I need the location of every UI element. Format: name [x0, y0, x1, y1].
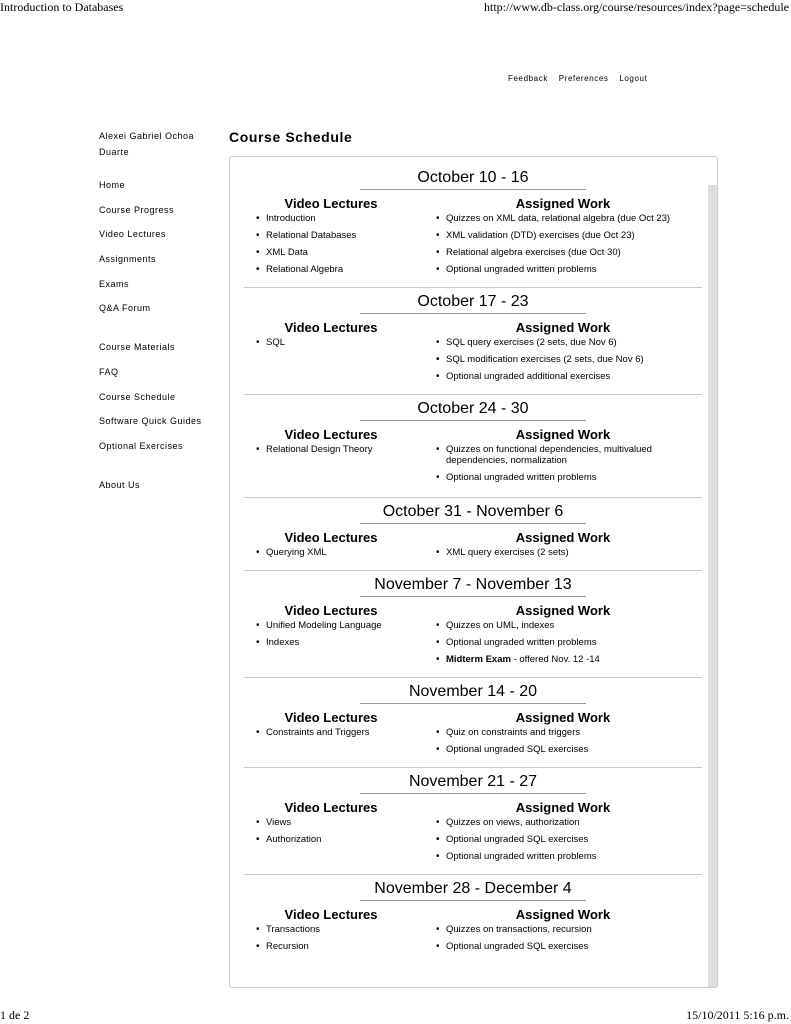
assigned-work-heading: Assigned Work: [515, 603, 611, 618]
print-datetime: 15/10/2011 5:16 p.m.: [686, 1008, 789, 1022]
assigned-work-column: [436, 603, 706, 665]
sidebar-item-faq[interactable]: FAQ: [99, 366, 119, 377]
sidebar-item-about-us[interactable]: About Us: [99, 479, 141, 490]
video-lecture-item: • Unified Modeling Language: [256, 620, 426, 631]
week-block: [244, 163, 702, 288]
video-lectures-heading: Video Lectures: [284, 196, 378, 211]
week-block: [244, 497, 702, 571]
week-title: November 14 - 20: [408, 683, 538, 700]
week-block: [244, 394, 702, 498]
assigned-work-column: [436, 710, 706, 755]
assigned-work-heading: Assigned Work: [515, 907, 611, 922]
assigned-work-item: • SQL modification exercises (2 sets, due Nov 6): [436, 354, 706, 365]
video-lecture-item: • Relational Databases: [256, 230, 426, 241]
assigned-work-item: • Quiz on constraints and triggers: [436, 727, 706, 738]
print-title: Introduction to Databases: [0, 0, 124, 14]
assigned-work-item: • Optional ungraded additional exercises: [436, 371, 706, 382]
week-block: [244, 677, 702, 768]
print-page-number: 1 de 2: [0, 1008, 30, 1022]
week-block: [244, 570, 702, 678]
week-title: November 7 - November 13: [374, 576, 572, 593]
assigned-work-heading: Assigned Work: [515, 196, 611, 211]
week-title: October 17 - 23: [417, 293, 529, 310]
week-title: October 24 - 30: [417, 400, 529, 417]
week-title-underline: [360, 523, 586, 524]
video-lecture-item: • Transactions: [256, 924, 426, 935]
page-title: Course Schedule: [229, 129, 353, 145]
video-lectures-column: [256, 710, 426, 738]
video-lectures-column: [256, 427, 426, 455]
assigned-work-column: [436, 196, 706, 275]
video-lectures-heading: Video Lectures: [284, 710, 378, 725]
video-lecture-item: • Views: [256, 817, 426, 828]
assigned-work-item: • Relational algebra exercises (due Oct 30): [436, 247, 706, 258]
video-lecture-item: • Authorization: [256, 834, 426, 845]
video-lectures-column: [256, 320, 426, 348]
sidebar-item-software-quick-guides[interactable]: Software Quick Guides: [99, 416, 202, 427]
video-lectures-column: [256, 196, 426, 275]
video-lecture-item: • Indexes: [256, 637, 426, 648]
sidebar-item-exams[interactable]: Exams: [99, 278, 130, 289]
sidebar-item-optional-exercises[interactable]: Optional Exercises: [99, 440, 184, 451]
assigned-work-column: [436, 320, 706, 382]
video-lecture-item: • Constraints and Triggers: [256, 727, 426, 738]
midterm-exam-label: Midterm Exam: [446, 654, 511, 665]
assigned-work-item: • Optional ungraded written problems: [436, 851, 706, 862]
print-header: [0, 0, 791, 16]
assigned-work-column: [436, 907, 706, 952]
video-lecture-item: • Recursion: [256, 941, 426, 952]
video-lectures-heading: Video Lectures: [284, 427, 378, 442]
preferences-link[interactable]: Preferences: [558, 74, 609, 83]
video-lectures-column: [256, 530, 426, 558]
sidebar-item-course-schedule[interactable]: Course Schedule: [99, 391, 176, 402]
sidebar-divider: [99, 327, 219, 341]
sidebar-item-qa-forum[interactable]: Q&A Forum: [99, 303, 151, 314]
assigned-work-heading: Assigned Work: [515, 530, 611, 545]
sidebar-item-video-lectures[interactable]: Video Lectures: [99, 229, 166, 240]
sidebar-item-home[interactable]: Home: [99, 180, 126, 190]
assigned-work-item: • SQL query exercises (2 sets, due Nov 6): [436, 337, 706, 348]
print-footer: [0, 1008, 791, 1024]
assigned-work-item: • Optional ungraded SQL exercises: [436, 941, 706, 952]
video-lectures-column: [256, 907, 426, 952]
assigned-work-item: • Quizzes on transactions, recursion: [436, 924, 706, 935]
assigned-work-item: • Optional ungraded SQL exercises: [436, 834, 706, 845]
week-block: [244, 767, 702, 875]
sidebar-group-resources: [99, 341, 219, 464]
assigned-work-column: [436, 800, 706, 862]
midterm-exam-dates: - offered Nov. 12 -14: [513, 654, 600, 665]
assigned-work-column: [436, 427, 706, 483]
assigned-work-column: [436, 530, 706, 558]
assigned-work-item: • Quizzes on views, authorization: [436, 817, 706, 828]
sidebar-item-course-materials[interactable]: Course Materials: [99, 342, 176, 353]
week-title: November 28 - December 4: [374, 880, 572, 897]
week-title-underline: [360, 596, 586, 597]
user-name: Alexei Gabriel Ochoa Duarte: [99, 131, 195, 157]
sidebar-item-course-progress[interactable]: Course Progress: [99, 204, 175, 215]
sidebar: [99, 128, 219, 503]
week-title: October 10 - 16: [417, 169, 529, 186]
week-title-underline: [360, 703, 586, 704]
assigned-work-item: • XML query exercises (2 sets): [436, 547, 706, 558]
top-nav: [508, 74, 655, 83]
week-title-underline: [360, 189, 586, 190]
assigned-work-item: • Quizzes on XML data, relational algebra (due Oct 23): [436, 213, 706, 224]
video-lecture-item: • Relational Design Theory: [256, 444, 426, 455]
video-lecture-item: • XML Data: [256, 247, 426, 258]
schedule-panel: [229, 156, 718, 988]
week-block: [244, 874, 702, 976]
sidebar-item-assignments[interactable]: Assignments: [99, 254, 157, 265]
video-lectures-heading: Video Lectures: [284, 530, 378, 545]
sidebar-divider: [99, 465, 219, 479]
video-lectures-heading: Video Lectures: [284, 320, 378, 335]
video-lectures-heading: Video Lectures: [284, 800, 378, 815]
video-lecture-item: • Querying XML: [256, 547, 426, 558]
video-lectures-column: [256, 800, 426, 845]
assigned-work-item: • Optional ungraded written problems: [436, 637, 706, 648]
assigned-work-item: • Optional ungraded SQL exercises: [436, 744, 706, 755]
assigned-work-item: • XML validation (DTD) exercises (due Oct 23): [436, 230, 706, 241]
week-title: October 31 - November 6: [382, 503, 564, 520]
scrollbar[interactable]: [708, 185, 717, 987]
week-title-underline: [360, 313, 586, 314]
sidebar-group-main: [99, 179, 219, 327]
assigned-work-item: • Optional ungraded written problems: [436, 264, 706, 275]
week-title-underline: [360, 793, 586, 794]
sidebar-group-about: [99, 479, 219, 504]
video-lecture-item: • SQL: [256, 337, 426, 348]
logout-link[interactable]: Logout: [619, 74, 648, 83]
assigned-work-heading: Assigned Work: [515, 710, 611, 725]
assigned-work-heading: Assigned Work: [515, 320, 611, 335]
assigned-work-item: • Quizzes on functional dependencies, multivalued dependencies, normalization: [436, 444, 706, 466]
week-title-underline: [360, 420, 586, 421]
assigned-work-item: • Optional ungraded written problems: [436, 472, 706, 483]
print-url: http://www.db-class.org/course/resources/index?page=schedule: [483, 0, 789, 14]
assigned-work-heading: Assigned Work: [515, 427, 611, 442]
video-lectures-heading: Video Lectures: [284, 907, 378, 922]
week-block: [244, 287, 702, 395]
assigned-work-item: • Quizzes on UML, indexes: [436, 620, 706, 631]
feedback-link[interactable]: Feedback: [508, 74, 548, 83]
assigned-work-heading: Assigned Work: [515, 800, 611, 815]
video-lecture-item: • Relational Algebra: [256, 264, 426, 275]
video-lectures-heading: Video Lectures: [284, 603, 378, 618]
video-lectures-column: [256, 603, 426, 648]
week-title-underline: [360, 900, 586, 901]
video-lecture-item: • Introduction: [256, 213, 426, 224]
assigned-work-item: [436, 654, 706, 665]
week-title: November 21 - 27: [408, 773, 538, 790]
